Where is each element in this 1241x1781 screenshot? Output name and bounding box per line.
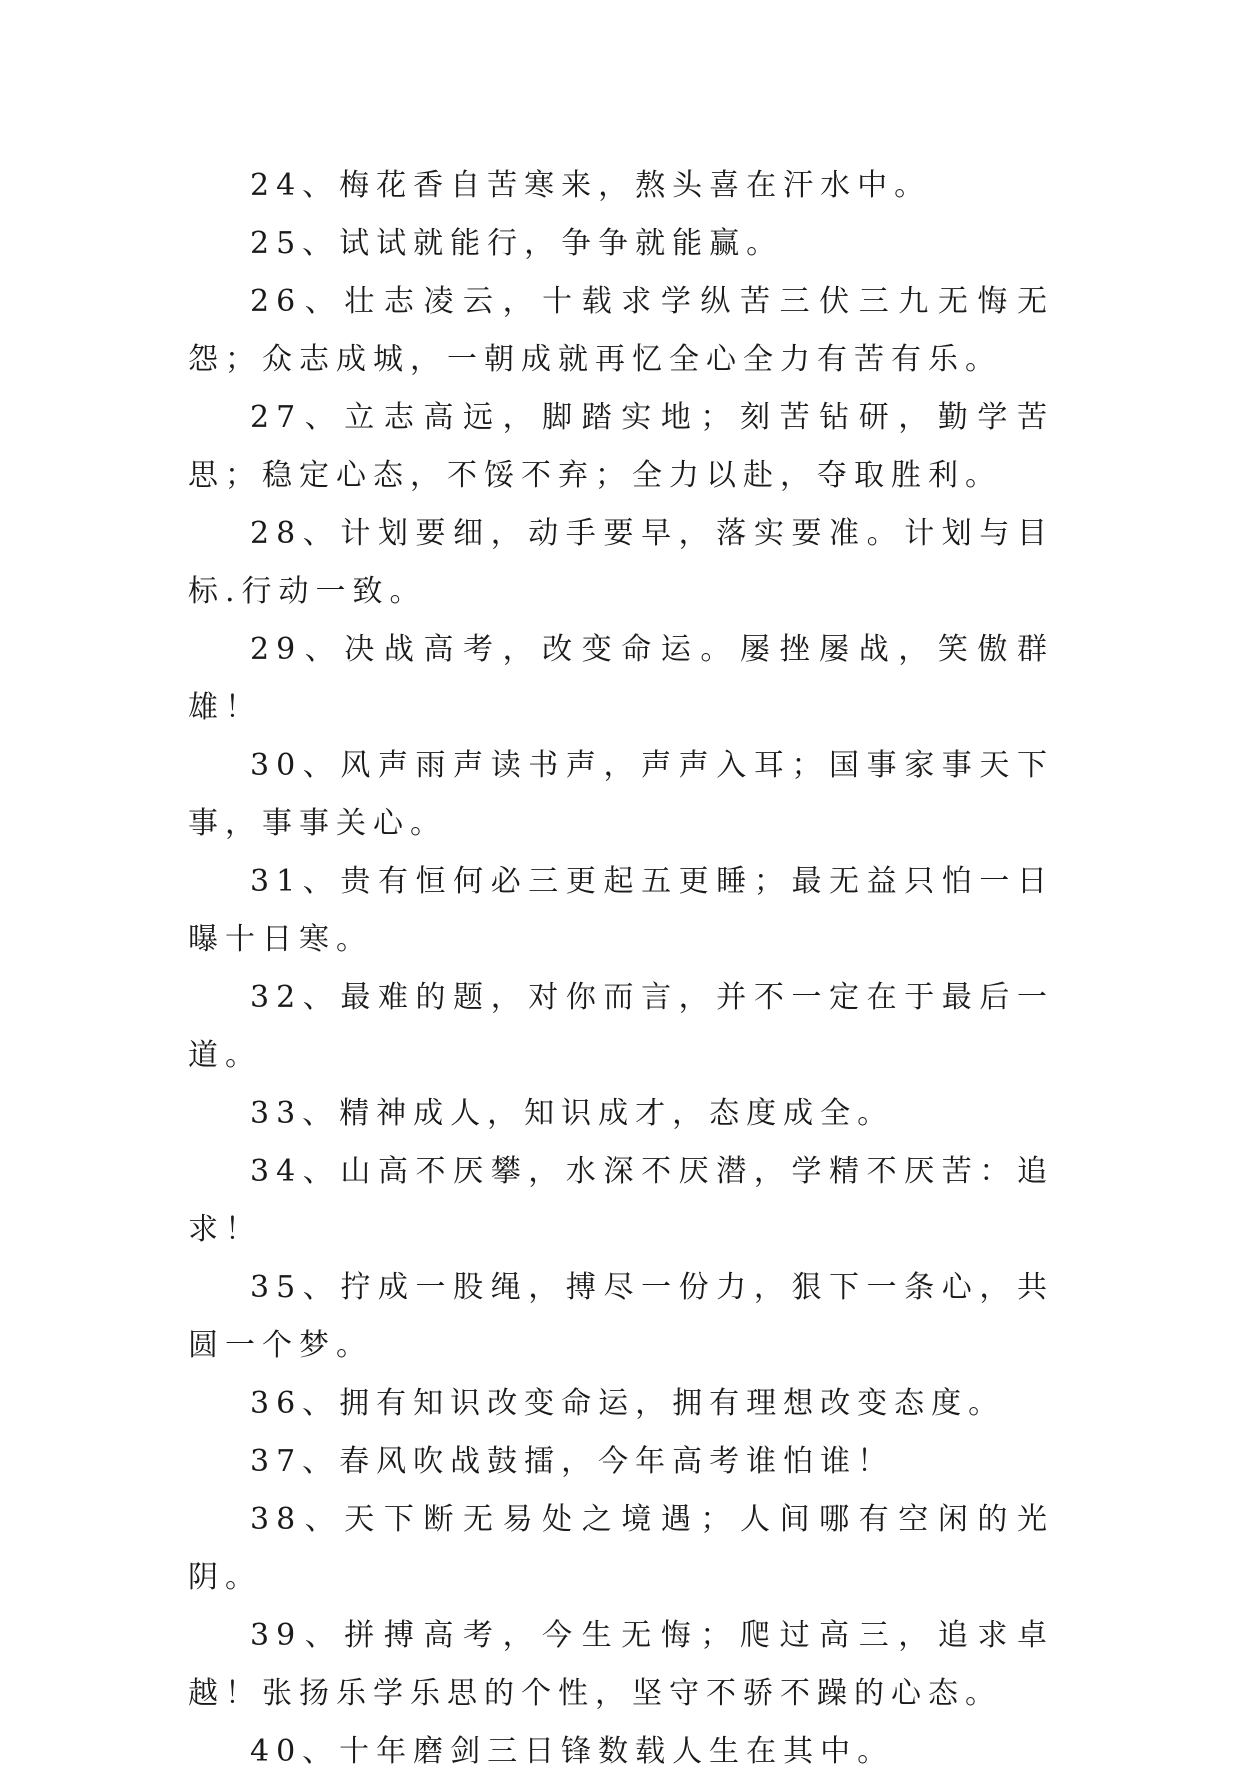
paragraph-40: 40、十年磨剑三日锋数载人生在其中。 (250, 1734, 895, 1769)
paragraph-25: 25、试试就能行，争争就能赢。 (250, 226, 784, 261)
document-body (188, 157, 1054, 1781)
paragraph-32: 32、最难的题，对你而言，并不一定在于最后一道。 (188, 980, 1054, 1073)
paragraph-38: 38、天下断无易处之境遇；人间哪有空闲的光阴。 (188, 1502, 1054, 1595)
paragraph-24: 24、梅花香自苦寒来，熬头喜在汗水中。 (250, 168, 932, 203)
paragraph-39: 39、拼搏高考，今生无悔；爬过高三，追求卓越！张扬乐学乐思的个性，坚守不骄不躁的心态。 (188, 1618, 1054, 1711)
paragraph-26: 26、壮志凌云，十载求学纵苦三伏三九无悔无怨；众志成城，一朝成就再忆全心全力有苦有乐。 (188, 284, 1054, 377)
paragraph-31: 31、贵有恒何必三更起五更睡；最无益只怕一日曝十日寒。 (188, 864, 1054, 957)
paragraph-34: 34、山高不厌攀，水深不厌潜，学精不厌苦：追求！ (188, 1154, 1054, 1247)
paragraph-27: 27、立志高远，脚踏实地；刻苦钻研，勤学苦思；稳定心态，不馁不弃；全力以赴，夺取胜利。 (188, 400, 1054, 493)
paragraph-33: 33、精神成人，知识成才，态度成全。 (250, 1096, 895, 1131)
paragraph-30: 30、风声雨声读书声，声声入耳；国事家事天下事，事事关心。 (188, 748, 1054, 841)
paragraph-36: 36、拥有知识改变命运，拥有理想改变态度。 (250, 1386, 1006, 1421)
paragraph-28: 28、计划要细，动手要早，落实要准。计划与目标.行动一致。 (188, 516, 1054, 609)
paragraph-35: 35、拧成一股绳，搏尽一份力，狠下一条心，共圆一个梦。 (188, 1270, 1054, 1363)
paragraph-29: 29、决战高考，改变命运。屡挫屡战，笑傲群雄！ (188, 632, 1054, 725)
paragraph-37: 37、春风吹战鼓擂，今年高考谁怕谁！ (250, 1444, 895, 1479)
